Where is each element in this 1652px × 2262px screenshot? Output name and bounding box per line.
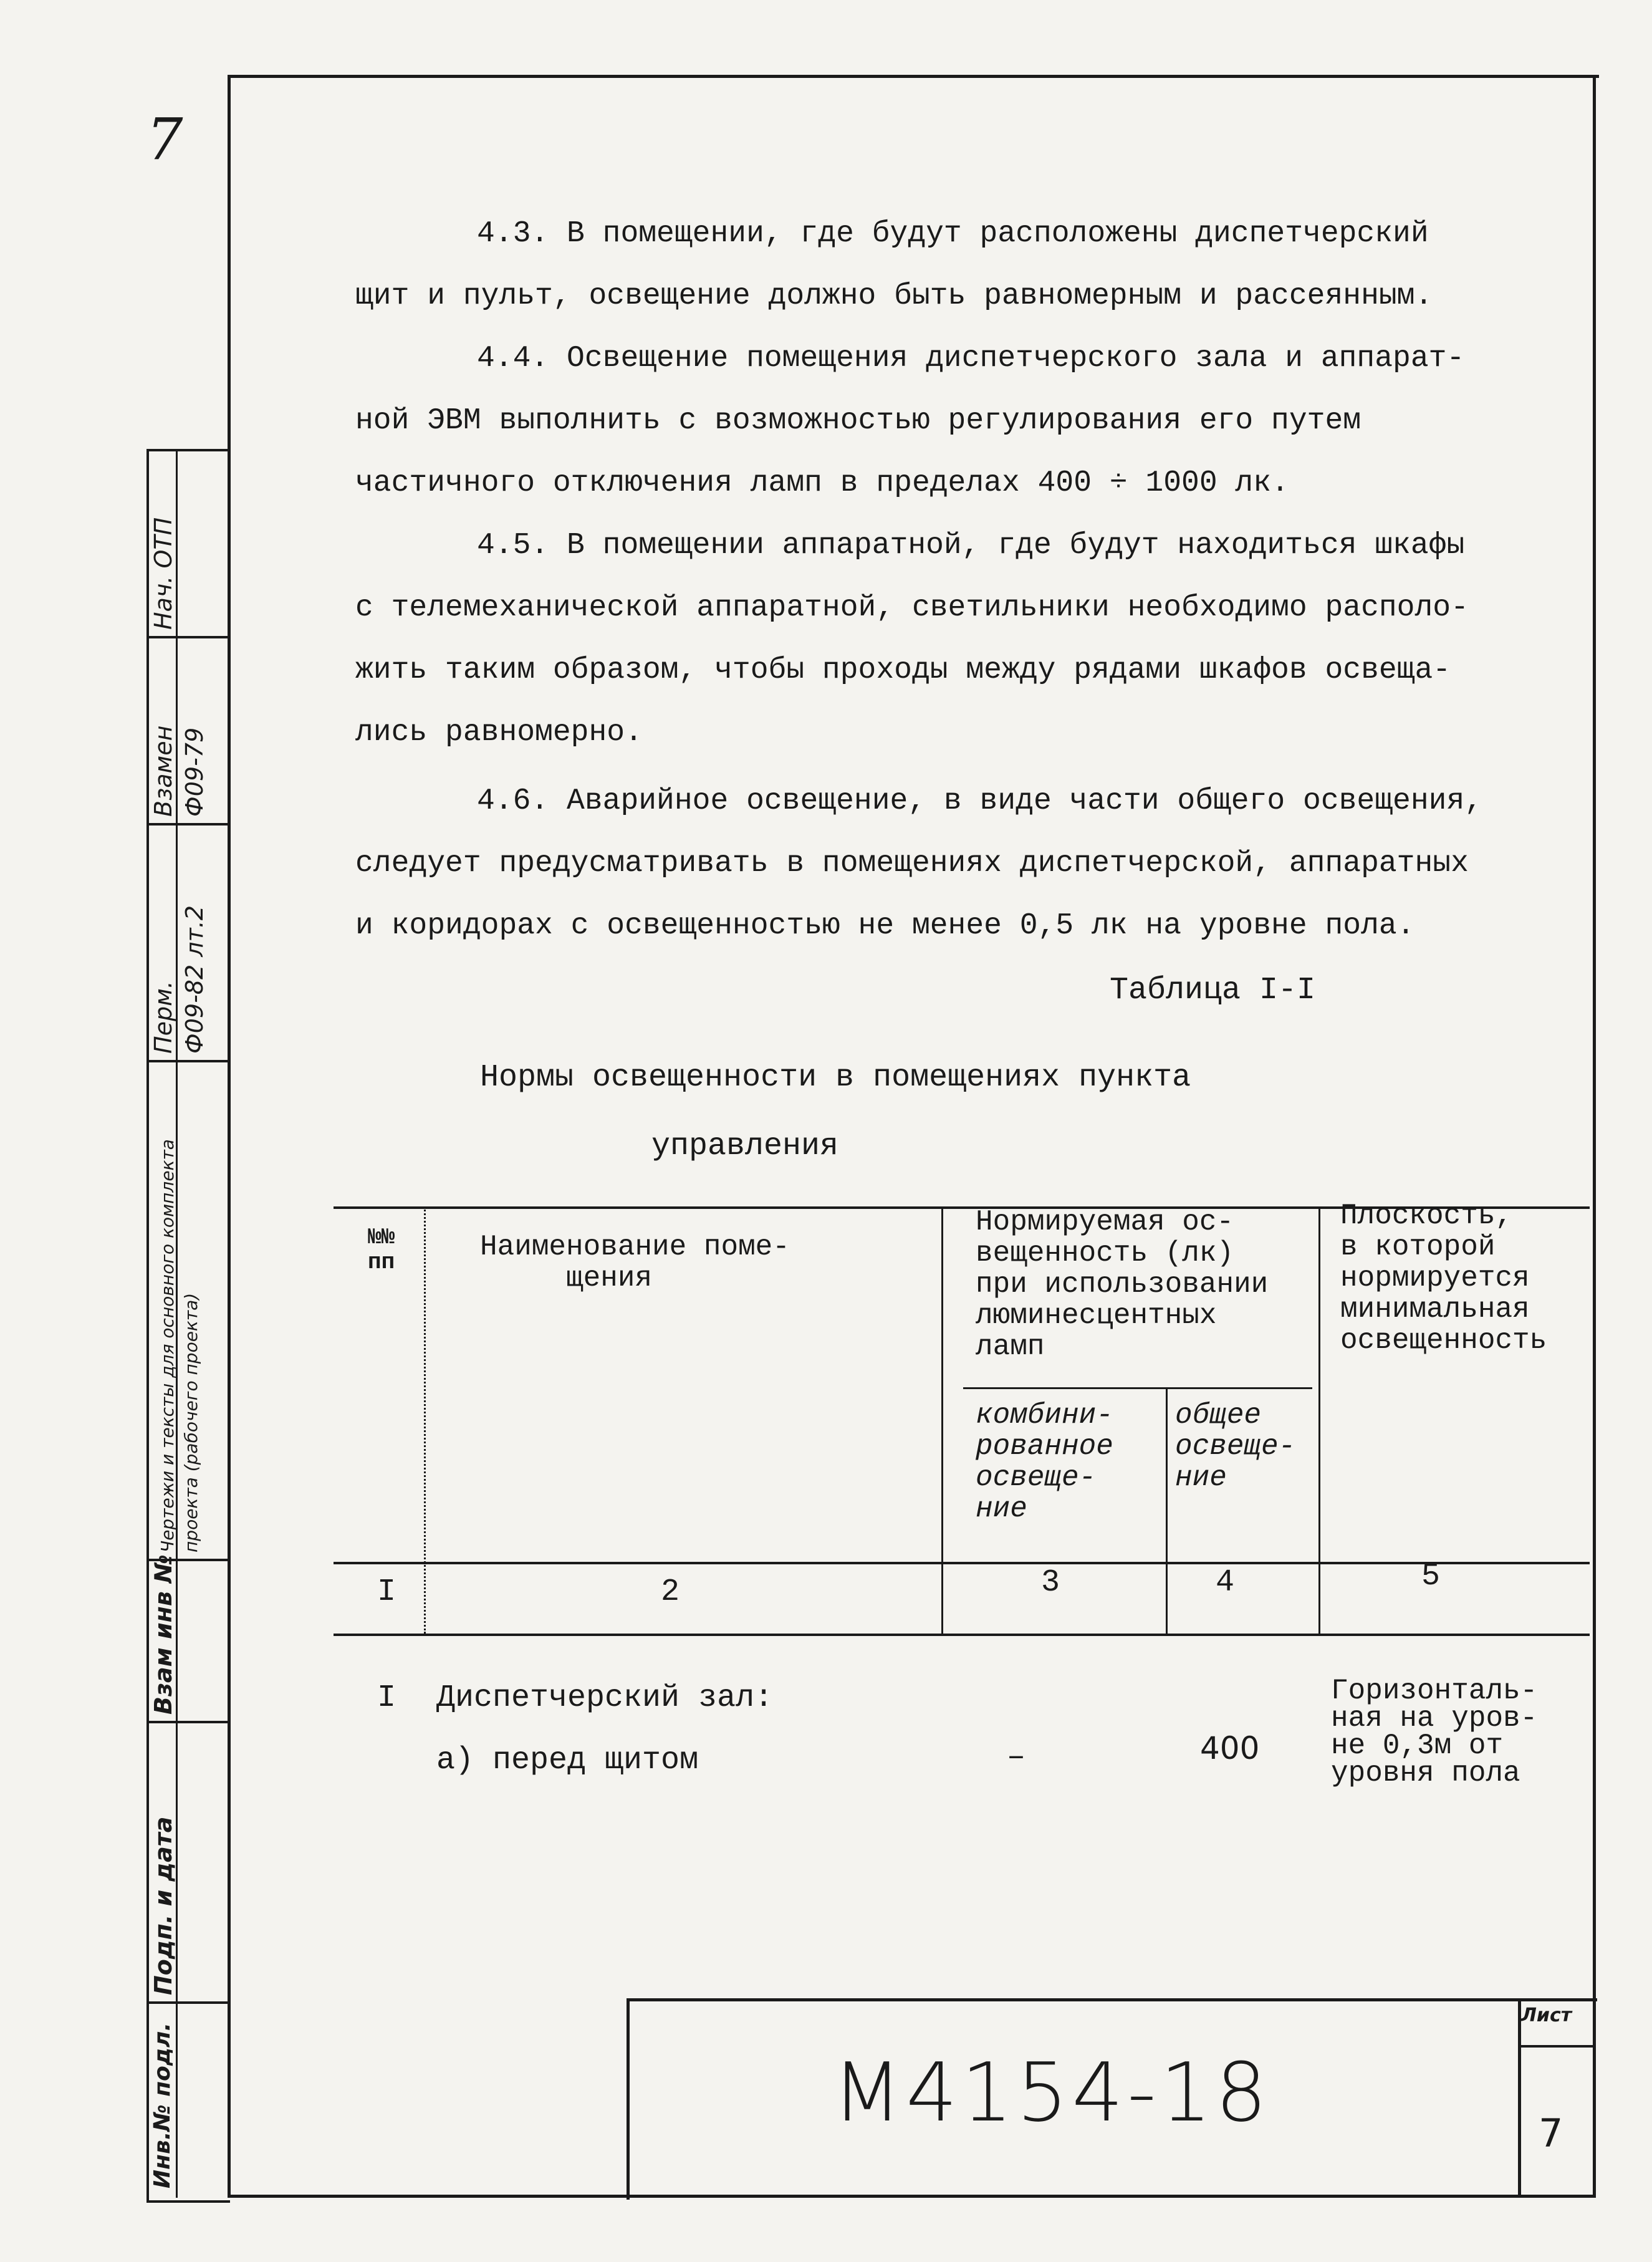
header-general-lighting: общее освеще- ние (1175, 1399, 1296, 1494)
paragraph-line: лись равномерно. (355, 716, 643, 749)
paragraph-line: 4.6. Аварийное освещение, в виде части общего освещения, (477, 784, 1483, 818)
title-block-divider (1518, 1998, 1521, 2197)
row-combined-value: – (1007, 1740, 1026, 1775)
stamp-field-replaces-code: Ф09-79 (181, 727, 208, 817)
paragraph-line: с телемеханической аппаратной, светильники необходимо располо- (355, 591, 1469, 625)
stamp-field-perm: Перм. (150, 981, 177, 1054)
header-plane: Плоскость, в которой нормируется минимальная освещенность (1340, 1200, 1547, 1357)
paragraph-line: 4.3. В помещении, где будут расположены диспетчерский (477, 217, 1429, 251)
table-subheader-rule (963, 1387, 1312, 1389)
table-title-continued: управления (651, 1129, 839, 1164)
stamp-field-sign-date: Подп. и дата (150, 1816, 177, 1995)
sheet-label: Лист (1521, 2005, 1572, 2026)
paragraph-line: жить таким образом, чтобы проходы между рядами шкафов освеща- (355, 653, 1451, 687)
table-col-divider (941, 1206, 943, 1634)
frame-right-border (1593, 75, 1596, 2198)
side-stamp-row-line (146, 636, 228, 638)
stamp-field-replaces: Взамен (150, 725, 177, 817)
side-stamp-row-line (146, 823, 228, 825)
paragraph-line: частичного отключения ламп в пределах 400 ÷ 1000 лк. (355, 466, 1289, 500)
side-stamp-row-line (146, 1060, 228, 1062)
stamp-field-inv-replace: Взам инв № (150, 1554, 177, 1715)
paragraph-4-3 (355, 203, 1558, 327)
stamp-field-head: Нач. ОТП (150, 517, 177, 630)
header-num: №№ пп (368, 1225, 395, 1275)
paragraph-4-4 (355, 327, 1558, 514)
paragraph-line: и коридорах с освещенностью не менее 0,5 лк на уровне пола. (355, 909, 1415, 943)
side-stamp-row-line (146, 1721, 228, 1723)
page-corner-number: 7 (146, 106, 183, 173)
header-combined-lighting: комбини- рованное освеще- ние (976, 1399, 1113, 1525)
stamp-field-inv-orig: Инв.№ подл. (150, 2022, 175, 2188)
side-stamp-row-line (146, 2001, 228, 2004)
paragraph-line: 4.5. В помещении аппаратной, где будут находиться шкафы (477, 529, 1465, 562)
title-block-sheet-rule (1518, 2045, 1594, 2048)
table-col-divider (424, 1206, 428, 1634)
table-col-divider (1166, 1387, 1168, 1634)
paragraph-line: ной ЭВМ выполнить с возможностью регулирования его путем (355, 404, 1361, 438)
header-normalized-illuminance: Нормируемая ос- вещенность (лк) при использовании люминесцентных ламп (976, 1206, 1269, 1363)
column-number: 5 (1421, 1559, 1441, 1594)
table-colnum-rule (334, 1634, 1590, 1636)
paragraph-line: 4.4. Освещение помещения диспетчерского зала и аппарат- (477, 342, 1465, 375)
table-caption: Таблица I-I (1110, 973, 1316, 1008)
frame-top-border (228, 75, 1599, 78)
row-general-value: 400 (1200, 1730, 1260, 1766)
row-number: I (377, 1680, 396, 1716)
column-number: 3 (1041, 1565, 1060, 1600)
paragraph-4-6 (355, 770, 1558, 957)
stamp-field-drawings-note: Чертежи и тексты для основного комплекта проекта (рабочего проекта) (157, 1139, 201, 1552)
header-name: Наименование поме- щения (480, 1231, 790, 1294)
column-number: 2 (661, 1574, 680, 1610)
document-code: М4154-18 (832, 2045, 1271, 2140)
table-header-rule (334, 1562, 1590, 1564)
row-room-name: а) перед щитом (436, 1743, 699, 1778)
column-number: I (377, 1574, 396, 1610)
row-plane: Горизонталь- ная на уров- не 0,3м от уровня пола (1331, 1675, 1538, 1789)
paragraph-line: следует предусматривать в помещениях диспетчерской, аппаратных (355, 847, 1469, 880)
row-room-name: Диспетчерский зал: (436, 1680, 774, 1716)
table-col-divider (1318, 1206, 1320, 1634)
column-number: 4 (1216, 1565, 1235, 1600)
stamp-field-perm-code: Ф09-82 лт.2 (181, 905, 208, 1054)
table-title: Нормы освещенности в помещениях пункта (480, 1060, 1191, 1095)
sheet-number: 7 (1539, 2110, 1563, 2156)
paragraph-line: щит и пульт, освещение должно быть равномерным и рассеянным. (355, 279, 1433, 313)
paragraph-4-5 (355, 514, 1558, 764)
